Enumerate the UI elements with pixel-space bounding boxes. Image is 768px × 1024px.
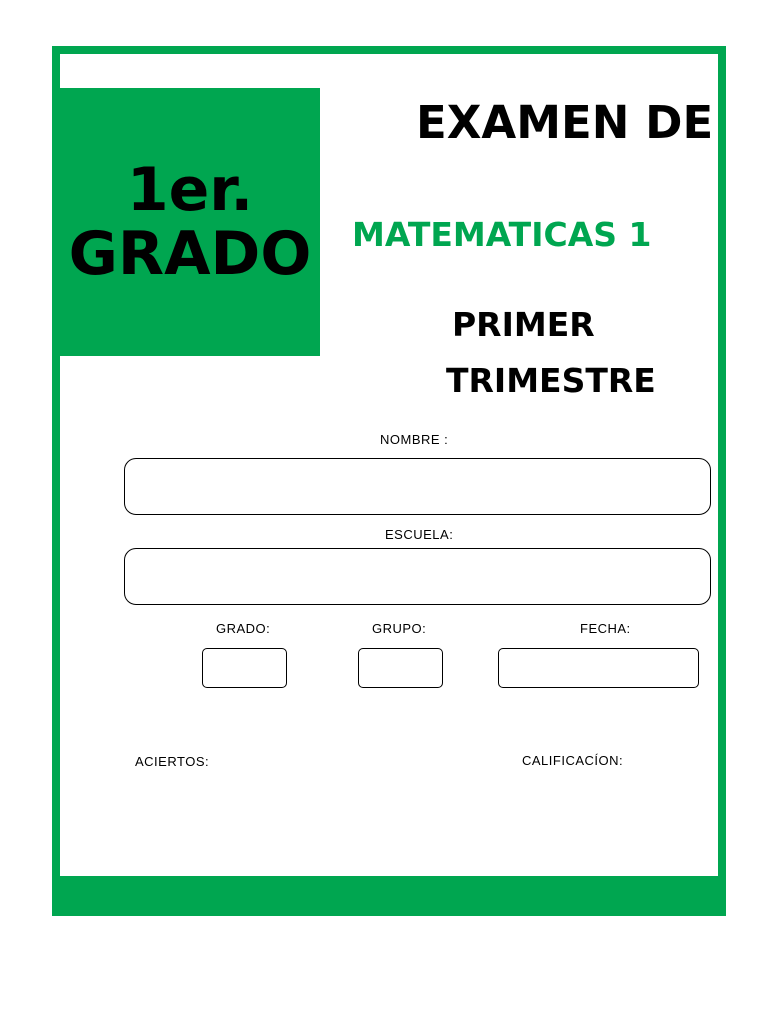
exam-title: EXAMEN DE	[416, 96, 714, 149]
term-line-1: PRIMER	[452, 305, 595, 344]
grade-field[interactable]	[202, 648, 287, 688]
term-line-2: TRIMESTRE	[446, 361, 656, 400]
correct-answers-label: ACIERTOS:	[135, 754, 210, 769]
grade-number: 1er.	[126, 155, 254, 225]
name-field[interactable]	[124, 458, 711, 515]
subject-title: MATEMATICAS 1	[352, 215, 652, 254]
group-field[interactable]	[358, 648, 443, 688]
name-label: NOMBRE :	[380, 432, 449, 447]
date-field[interactable]	[498, 648, 699, 688]
group-label: GRUPO:	[372, 621, 427, 636]
grade-label: GRADO:	[216, 621, 271, 636]
bottom-bar	[52, 876, 726, 916]
date-label: FECHA:	[580, 621, 631, 636]
score-label: CALIFICACÍON:	[522, 753, 624, 768]
school-label: ESCUELA:	[385, 527, 454, 542]
school-field[interactable]	[124, 548, 711, 605]
grade-box	[60, 88, 320, 356]
grade-word: GRADO	[68, 219, 312, 289]
